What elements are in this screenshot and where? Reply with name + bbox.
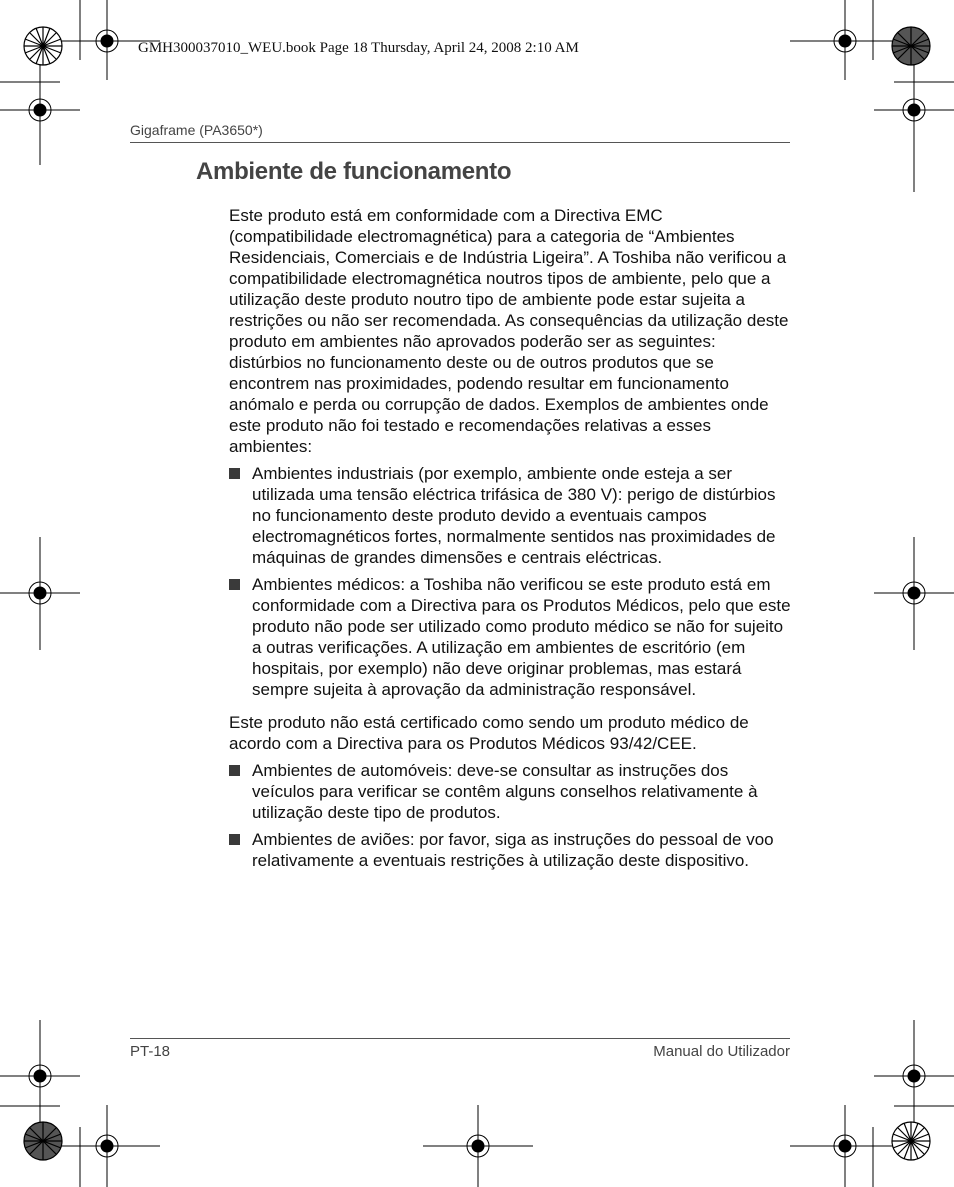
intro-paragraph: Este produto está em conformidade com a Directiva EMC (compatibilidade electromagnética) para a categoria de “Ambientes Residenciais, Comerciais e de Indústria Ligeira”. A Toshiba não verificou a compatibilidade electromagnética noutros tipos de ambiente, pelo que a utilização deste produto noutro tipo de ambiente pode estar sujeita a restrições ou não ser recomendada. As consequências da utilização deste produto em ambientes não aprovados poderão ser as seguintes: distúrbios no funcionamento deste ou de outros produtos que se encontrem nas proximidades, podendo resultar em funcionamento anómalo e perda ou corrupção de dados. Exemplos de ambientes onde este produto não foi testado e recomendações relativas a esses ambientes: bbox=[229, 206, 789, 456]
list-item bbox=[229, 760, 791, 823]
manual-name: Manual do Utilizador bbox=[653, 1043, 790, 1060]
list-item-text: Ambientes de aviões: por favor, siga as instruções do pessoal de voo relativamente a eventuais restrições à utilização deste dispositivo. bbox=[252, 830, 774, 870]
crosshair-mark-bottom-right bbox=[790, 1105, 900, 1187]
print-slug: GMH300037010_WEU.book Page 18 Thursday, April 24, 2008 2:10 AM bbox=[138, 40, 579, 56]
list-item bbox=[229, 574, 791, 700]
crosshair-mark-left-upper bbox=[0, 58, 80, 165]
starburst-mark-bottom-right bbox=[892, 1122, 930, 1160]
starburst-mark-top-left bbox=[24, 27, 62, 65]
header-rule bbox=[130, 142, 790, 143]
crosshair-mark-left-lower bbox=[0, 1020, 80, 1130]
crosshair-mark-right-upper bbox=[874, 58, 954, 192]
footer-rule bbox=[130, 1038, 790, 1039]
crosshair-mark-bottom-center bbox=[423, 1105, 533, 1187]
list-item-text: Ambientes industriais (por exemplo, ambiente onde esteja a ser utilizada uma tensão eléctrica trifásica de 380 V): perigo de distúrbios no funcionamento deste produto devido a eventuais campos electromagnéticos fortes, normalmente sentidos nas proximidades de máquinas de grandes dimensões e centrais eléctricas. bbox=[252, 464, 776, 567]
square-bullet-icon bbox=[229, 834, 240, 845]
crosshair-mark-right-lower bbox=[874, 1020, 954, 1130]
running-header: Gigaframe (PA3650*) bbox=[130, 122, 263, 138]
crosshair-mark-right-middle bbox=[874, 537, 954, 650]
crosshair-mark-left-middle bbox=[0, 537, 80, 650]
crosshair-mark-bottom-left bbox=[55, 1105, 160, 1187]
list-item-text: Ambientes médicos: a Toshiba não verificou se este produto está em conformidade com a Directiva para os Produtos Médicos, pelo que este produto não pode ser utilizado como produto médico se não for sujeito a outras verificações. A utilização em ambientes de escritório (em hospitais, por exemplo) não deve originar problemas, mas estará sempre sujeita à aprovação da administração responsável. bbox=[252, 575, 791, 699]
list-item bbox=[229, 463, 791, 568]
list-item bbox=[229, 829, 791, 871]
body-content bbox=[229, 205, 791, 877]
list-item-text: Ambientes de automóveis: deve-se consultar as instruções dos veículos para verificar se contêm alguns conselhos relativamente à utilização deste tipo de produtos. bbox=[252, 761, 758, 822]
square-bullet-icon bbox=[229, 765, 240, 776]
starburst-mark-top-right bbox=[892, 27, 930, 65]
square-bullet-icon bbox=[229, 468, 240, 479]
square-bullet-icon bbox=[229, 579, 240, 590]
page-number: PT-18 bbox=[130, 1043, 171, 1060]
section-heading: Ambiente de funcionamento bbox=[196, 158, 512, 185]
crosshair-mark-top-right bbox=[790, 0, 900, 80]
starburst-mark-bottom-left bbox=[24, 1122, 62, 1160]
middle-paragraph: Este produto não está certificado como sendo um produto médico de acordo com a Directiva para os Produtos Médicos 93/42/CEE. bbox=[229, 713, 749, 753]
